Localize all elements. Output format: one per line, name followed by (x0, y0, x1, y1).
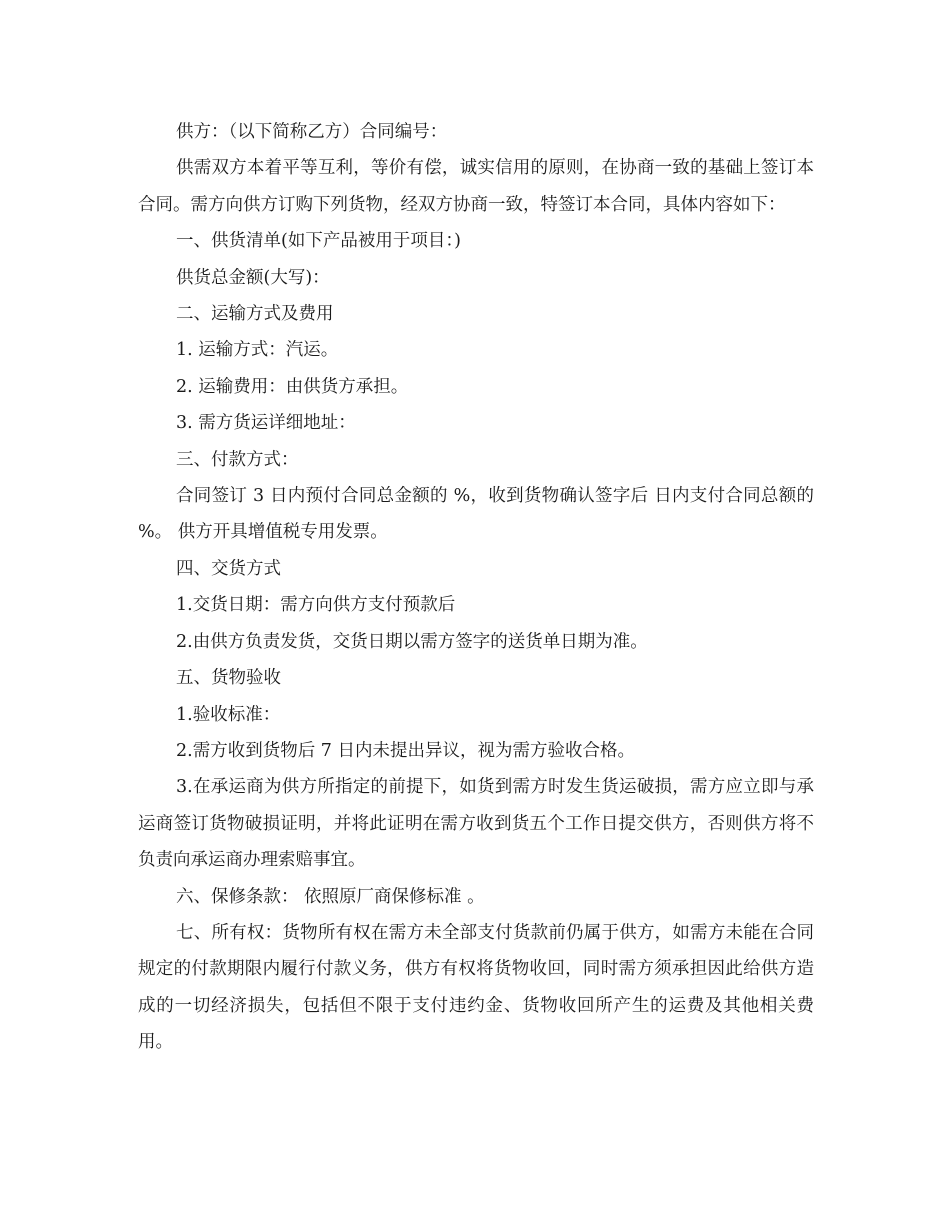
delivery-item-2: 2.由供方负责发货，交货日期以需方签字的送货单日期为准。 (176, 631, 648, 652)
supplier-line: 供方：（以下简称乙方）合同编号： (176, 122, 448, 142)
section-6-warranty: 六、保修条款： 依照原厂商保修标准 。 (176, 886, 485, 907)
inspection-item-1: 1.验收标准： (176, 704, 281, 725)
section-3-heading: 三、付款方式： (176, 449, 299, 470)
section-5-heading: 五、货物验收 (176, 668, 281, 689)
contract-body (138, 114, 820, 1061)
section-2-heading: 二、运输方式及费用 (176, 304, 334, 325)
section-1-heading: 一、供货清单(如下产品被用于项目：) (176, 231, 461, 252)
transport-item-2: 2. 运输费用：由供货方承担。 (176, 376, 409, 397)
transport-item-3: 3. 需方货运详细地址： (176, 413, 356, 434)
payment-paragraph: 合同签订 3 日内预付合同总金额的 %，收到货物确认签字后 日内支付合同总额的 %。 供方开具增值税专用发票。 (138, 486, 820, 543)
section-7-ownership: 七、所有权：货物所有权在需方未全部支付货款前仍属于供方，如需方未能在合同规定的付款期限内履行付款义务，供方有权将货物收回，同时需方须承担因此给供方造成的一切经济损失，包括但不限于支付违约金、货物收回所产生的运费及其他相关费用。 (138, 922, 814, 1053)
intro-paragraph: 供需双方本着平等互利，等价有偿，诚实信用的原则，在协商一致的基础上签订本合同。需方向供方订购下列货物，经双方协商一致，特签订本合同，具体内容如下： (138, 158, 814, 215)
section-4-heading: 四、交货方式 (176, 558, 281, 579)
total-amount-line: 供货总金额(大写)： (176, 267, 330, 288)
transport-item-1: 1. 运输方式：汽运。 (176, 340, 339, 361)
delivery-item-1: 1.交货日期：需方向供方支付预款后 (176, 595, 456, 616)
inspection-item-2: 2.需方收到货物后 7 日内未提出异议，视为需方验收合格。 (176, 740, 635, 761)
inspection-item-3: 3.在承运商为供方所指定的前提下，如货到需方时发生货运破损，需方应立即与承运商签订货物破损证明，并将此证明在需方收到货五个工作日提交供方，否则供方将不负责向承运商办理索赔事宜。 (138, 777, 814, 871)
